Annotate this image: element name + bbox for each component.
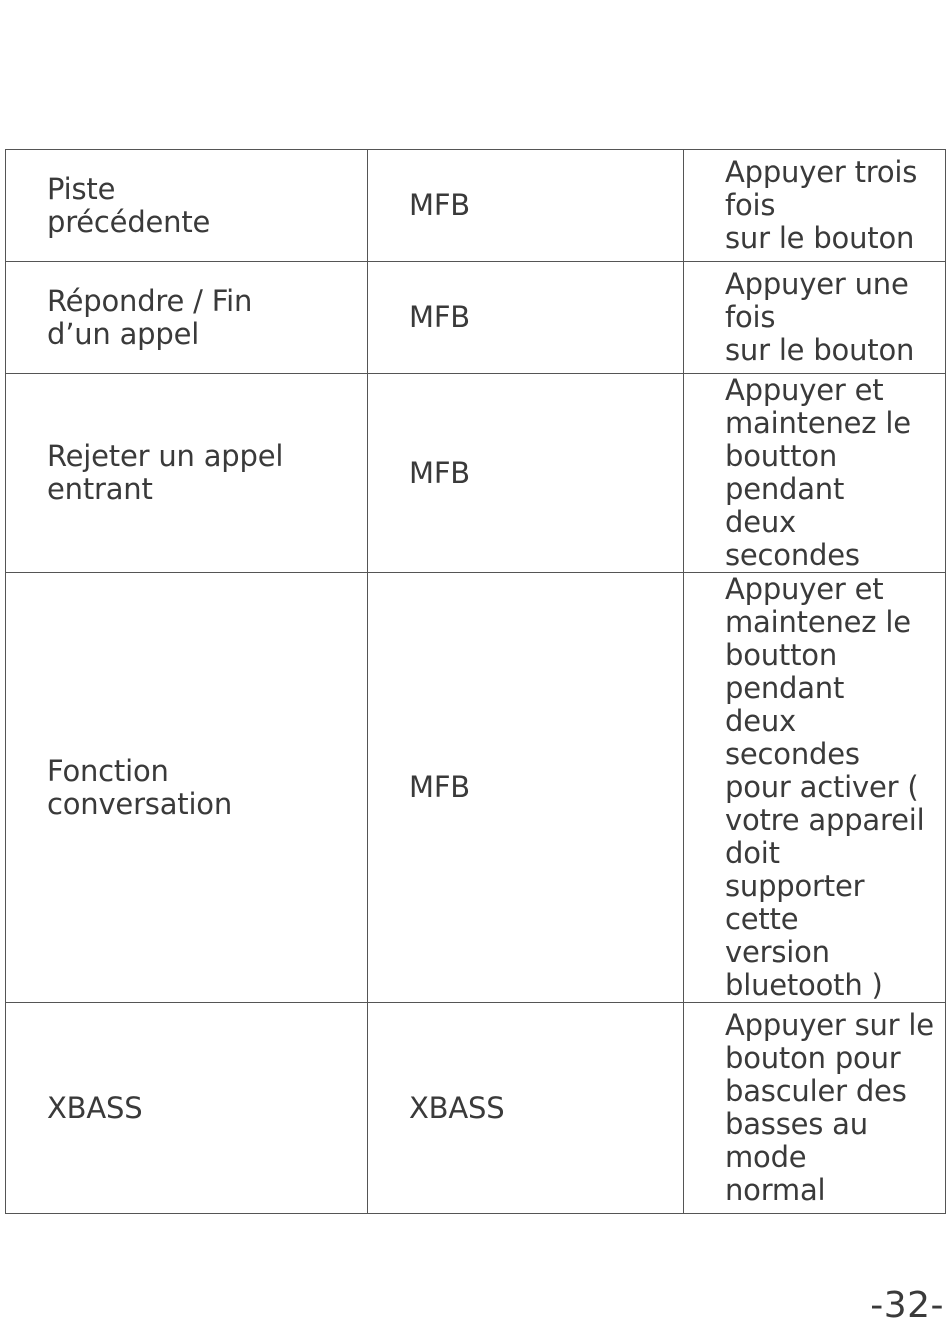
function-label: Répondre / Fin d’un appel [47,283,253,351]
button-cell [368,262,684,374]
function-cell [6,1003,368,1214]
button-label: MFB [409,188,470,222]
button-cell [368,150,684,262]
table-row [6,374,946,573]
button-label: MFB [409,300,470,334]
controls-table [5,149,946,1214]
function-label: XBASS [47,1090,143,1125]
function-cell [6,573,368,1003]
action-description: Appuyer une fois sur le bouton [725,267,915,367]
action-description: Appuyer trois fois sur le bouton [725,155,918,255]
button-cell [368,573,684,1003]
action-cell [684,374,946,573]
button-label: MFB [409,455,470,490]
page-number: -32- [870,1285,944,1326]
action-cell [684,573,946,1003]
function-cell [6,374,368,573]
button-label: XBASS [409,1090,505,1125]
action-cell [684,150,946,262]
table-row [6,1003,946,1214]
action-description: Appuyer et maintenez le boutton pendant deux secondes [725,373,911,572]
action-description: Appuyer et maintenez le boutton pendant deux secondes pour activer ( votre appareil doit supporter cette version bluetooth ) [725,572,925,1002]
function-cell [6,262,368,374]
action-cell [684,262,946,374]
table-row [6,573,946,1003]
action-description: Appuyer sur le bouton pour basculer des basses au mode normal [725,1008,934,1207]
button-cell [368,374,684,573]
function-label: Rejeter un appel entrant [47,439,284,506]
button-cell [368,1003,684,1214]
function-cell [6,150,368,262]
button-label: MFB [409,770,470,804]
table-row [6,262,946,374]
table-row [6,150,946,262]
function-label: Fonction conversation [47,753,233,821]
function-label: Piste précédente [47,171,211,239]
action-cell [684,1003,946,1214]
